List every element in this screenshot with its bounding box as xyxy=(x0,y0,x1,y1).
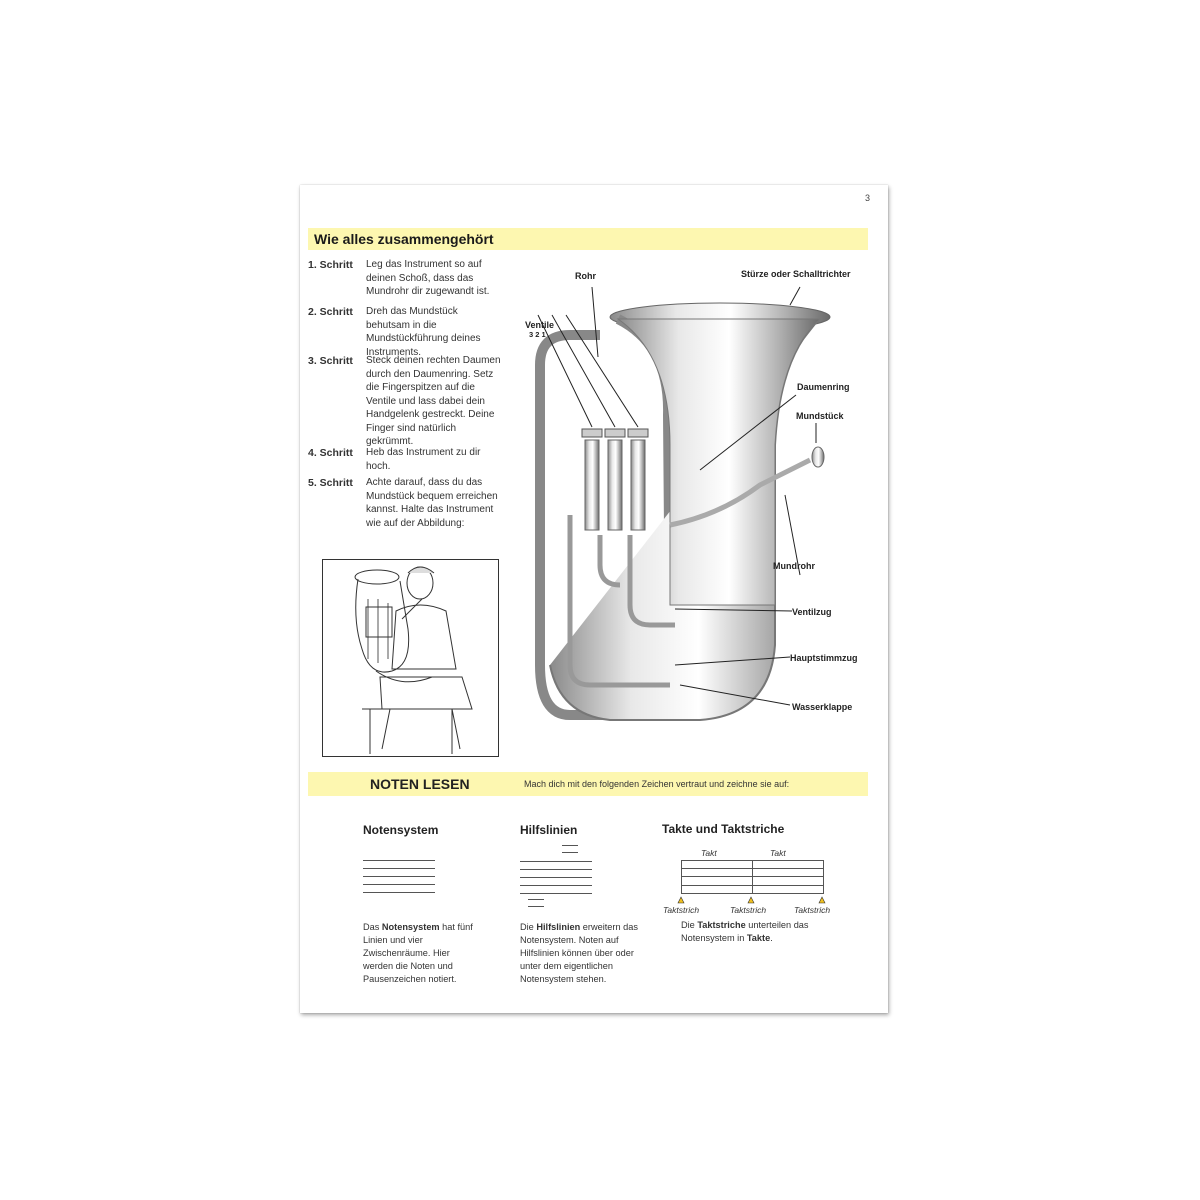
taktstrich-label-3: Taktstrich xyxy=(794,905,831,915)
notensystem-heading: Notensystem xyxy=(363,823,439,837)
book-page xyxy=(300,185,888,1013)
desc-bold: Taktstriche xyxy=(697,920,746,930)
desc-text: . xyxy=(770,933,773,943)
step-3-text: Steck deinen rechten Daumen durch den Daumenring. Setz die Fingerspitzen auf die Ventile und lass dabei dein Handgelenk gestreckt. Deine Finger sind natürlich gekrümmt. xyxy=(366,355,501,447)
desc-text: erweitern das Notensystem. Noten auf Hilfslinien können über oder unter dem eigentlichen Notensystem stehen. xyxy=(520,922,638,984)
ledger-line xyxy=(528,906,544,907)
desc-text: Die xyxy=(520,922,537,932)
taktstrich-arrows xyxy=(660,893,840,905)
notes-title: NOTEN LESEN xyxy=(370,776,470,792)
takt-label-1: Takt xyxy=(701,848,717,858)
hilfslinien-heading: Hilfslinien xyxy=(520,823,578,837)
label-hauptstimmzug: Hauptstimmzug xyxy=(790,653,858,663)
hilfslinien-description xyxy=(520,921,655,986)
label-mundstueck: Mundstück xyxy=(796,411,844,421)
label-rohr: Rohr xyxy=(575,271,596,281)
euphonium-diagram xyxy=(500,245,888,765)
step-2-label: 2. Schritt xyxy=(308,306,353,318)
taktstrich-label-1: Taktstrich xyxy=(663,905,700,915)
step-1-text: Leg das Instrument so auf deinen Schoß, dass das Mundrohr dir zugewandt ist. xyxy=(366,259,490,297)
ledger-line xyxy=(562,845,578,846)
step-5-text: Achte darauf, dass du das Mundstück bequem erreichen kannst. Halte das Instrument wie auf der Abbildung: xyxy=(366,477,498,529)
label-wasserklappe: Wasserklappe xyxy=(792,702,853,712)
notes-section-bar xyxy=(308,772,868,796)
desc-bold: Takte xyxy=(746,933,771,943)
page-number: 3 xyxy=(865,193,871,203)
notensystem-staff xyxy=(363,860,435,900)
desc-text: Das xyxy=(363,922,382,932)
ledger-line xyxy=(562,852,578,853)
step-4-label: 4. Schritt xyxy=(308,447,353,459)
takt-label-2: Takt xyxy=(770,848,786,858)
label-ventile: Ventile xyxy=(525,320,555,330)
player-illustration xyxy=(322,559,500,757)
hilfslinien-staff xyxy=(520,861,592,901)
takte-staff xyxy=(681,860,824,894)
label-daumenring: Daumenring xyxy=(797,382,850,392)
step-2-text: Dreh das Mundstück behutsam in die Mundstückführung deines Instruments. xyxy=(366,306,481,358)
label-mundrohr: Mundrohr xyxy=(773,561,815,571)
step-3-label: 3. Schritt xyxy=(308,355,353,367)
desc-text: unterteilen das Notensystem in xyxy=(681,920,809,943)
takte-description xyxy=(681,919,831,945)
desc-bold: Notensystem xyxy=(381,922,440,932)
desc-text: hat fünf Linien und vier Zwischenräume. Hier werden die Noten und Pausenzeichen notiert. xyxy=(363,922,473,984)
label-valve-numbers: 3 2 1 xyxy=(529,330,546,339)
section-title: Wie alles zusammengehört xyxy=(314,231,494,247)
takte-heading: Takte und Taktstriche xyxy=(662,822,785,836)
desc-bold: Hilfslinien xyxy=(536,922,581,932)
notes-subtitle: Mach dich mit den folgenden Zeichen vertraut und zeichne sie auf: xyxy=(524,779,790,789)
step-1-label: 1. Schritt xyxy=(308,259,353,271)
barline xyxy=(752,860,753,894)
label-ventilzug: Ventilzug xyxy=(792,607,832,617)
ledger-line xyxy=(528,899,544,900)
taktstrich-label-2: Taktstrich xyxy=(730,905,767,915)
desc-text: Die xyxy=(681,920,698,930)
step-4-text: Heb das Instrument zu dir hoch. xyxy=(366,447,481,472)
step-5-label: 5. Schritt xyxy=(308,477,353,489)
label-stuerze: Stürze oder Schalltrichter xyxy=(741,269,851,279)
notensystem-description xyxy=(363,921,475,986)
